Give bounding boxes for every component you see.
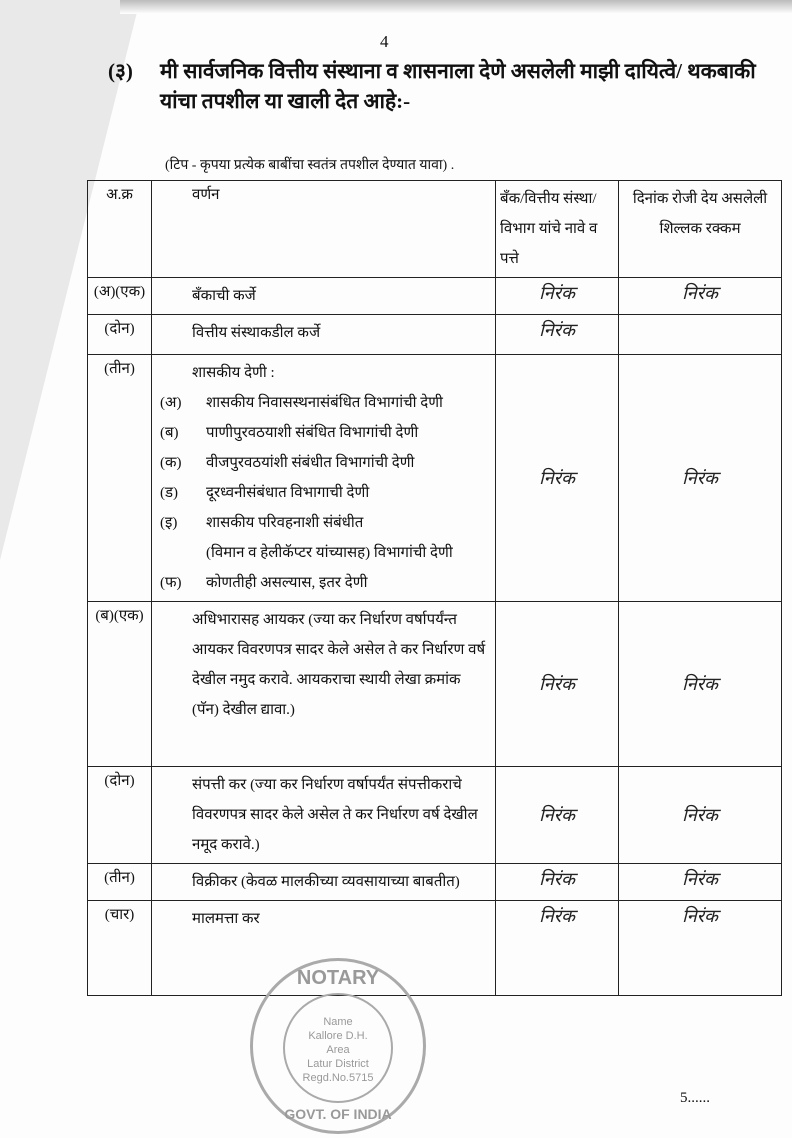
sub-item [160,568,491,598]
table-row [88,767,782,864]
row-amount-handwritten: निरंक [619,864,782,901]
section-heading-text: मी सार्वजनिक वित्तीय संस्थाना व शासनाला देणे असलेली माझी दायित्वे/ थकबाकी यांचा तपशील या खाली देत आहे:- [160,59,756,113]
table-row [88,355,782,602]
scan-edge [120,0,792,14]
row-description-text: मालमत्ता कर [192,911,260,927]
table-row [88,901,782,996]
table-row [88,315,782,355]
stamp-name-label: Name [323,1016,353,1028]
next-page-marker: 5...... [680,1090,710,1106]
header-description: वर्णन [152,181,496,278]
sub-item-text: दूरध्वनीसंबंधात विभागाची देणी [206,485,370,501]
liabilities-table [87,180,782,996]
table-row [88,278,782,315]
sub-item-label: (अ) [160,395,182,411]
sub-item-text: वीजपुरवठयांशी संबंधीत विभागांची देणी [206,455,415,471]
section-heading [108,56,778,116]
row-bank-handwritten: निरंक [496,278,619,315]
page-number: 4 [380,32,389,51]
row-serial: (ब)(एक) [88,602,152,767]
sub-item-text: कोणतीही असल्यास, इतर देणी [206,575,368,591]
row-description [152,602,496,767]
sub-item [160,538,491,568]
note: (टिप - कृपया प्रत्येक बाबींचा स्वतंत्र तपशील देण्यात यावा) . [165,158,455,173]
row-serial: (अ)(एक) [88,278,152,315]
row-description-text: वित्तीय संस्थाकडील कर्जे [192,325,321,341]
sub-item-text: शासकीय निवासस्थनासंबंधित विभागांची देणी [206,395,443,411]
row-serial: (तीन) [88,864,152,901]
table-row [88,864,782,901]
row-serial: (दोन) [88,315,152,355]
stamp-area-label: Area [326,1044,350,1056]
row-description-text: विक्रीकर (केवळ मालकीच्या व्यवसायाच्या बाबतीत) [192,874,460,890]
row-amount-handwritten: निरंक [619,901,782,996]
section-number: (३) [108,59,133,83]
row-description-text: बँकाची कर्जे [192,288,256,304]
row-amount-handwritten: निरंक [619,355,782,602]
row-description-text: संपत्ती कर (ज्या कर निर्धारण वर्षापर्यंत संपत्तीकराचे विवरणपत्र सादर केले असेल ते कर निर्धारण वर्ष देखील नमूद करावे.) [192,777,478,853]
stamp-name: Kallore D.H. [308,1030,368,1042]
sub-item [160,448,491,478]
sub-item-label [160,538,196,568]
table-row [88,602,782,767]
row-bank-handwritten: निरंक [496,901,619,996]
row-serial: (चार) [88,901,152,996]
table-header-row [88,181,782,278]
row-description-text: अधिभारासह आयकर (ज्या कर निर्धारण वर्षापर्यंन्त आयकर विवरणपत्र सादर केले असेल ते कर निर्धारण वर्ष देखील नमुद करावे. आयकराचा स्थायी लेखा क्रमांक (पॅन) देखील द्यावा.) [192,612,486,718]
sub-item [160,478,491,508]
row-description [152,864,496,901]
header-amount: दिनांक रोजी देय असलेली शिल्लक रक्कम [619,181,782,278]
row-amount-handwritten [619,315,782,355]
sub-item-label: (ड) [160,485,179,501]
stamp-top-text: NOTARY [296,967,380,989]
stamp-bottom-text: GOVT. OF INDIA [284,1106,392,1122]
row-amount-handwritten: निरंक [619,602,782,767]
row-bank-handwritten: निरंक [496,864,619,901]
row-bank-handwritten: निरंक [496,767,619,864]
sub-item-text: शासकीय परिवहनाशी संबंधीत [206,515,364,531]
header-serial: अ.क्र [88,181,152,278]
sub-item-label: (क) [160,455,182,471]
sub-item [160,388,491,418]
stamp-area: Latur District [307,1058,369,1070]
notary-stamp [250,958,426,1134]
sub-item-label: (ब) [160,425,179,441]
sub-item [160,418,491,448]
row-description [152,278,496,315]
stamp-regd: Regd.No.5715 [302,1072,374,1084]
row-serial: (तीन) [88,355,152,602]
row-amount-handwritten: निरंक [619,278,782,315]
row-description [152,767,496,864]
sub-item-text: (विमान व हेलीकॅप्टर यांच्यासह) विभागांची देणी [206,545,453,561]
stamp-inner [283,993,393,1103]
row-description [152,315,496,355]
sub-item-text: पाणीपुरवठयाशी संबंधित विभागांची देणी [206,425,419,441]
row-bank-handwritten: निरंक [496,315,619,355]
row-description [152,355,496,602]
sub-item [160,508,491,538]
row-bank-handwritten: निरंक [496,355,619,602]
row-serial: (दोन) [88,767,152,864]
row-description-title: शासकीय देणी : [192,365,275,381]
sub-item-label: (इ) [160,515,178,531]
header-bank: बँक/वित्तीय संस्था/ विभाग यांचे नावे व पत्ते [496,181,619,278]
row-bank-handwritten: निरंक [496,602,619,767]
row-amount-handwritten: निरंक [619,767,782,864]
sub-item-label: (फ) [160,575,182,591]
